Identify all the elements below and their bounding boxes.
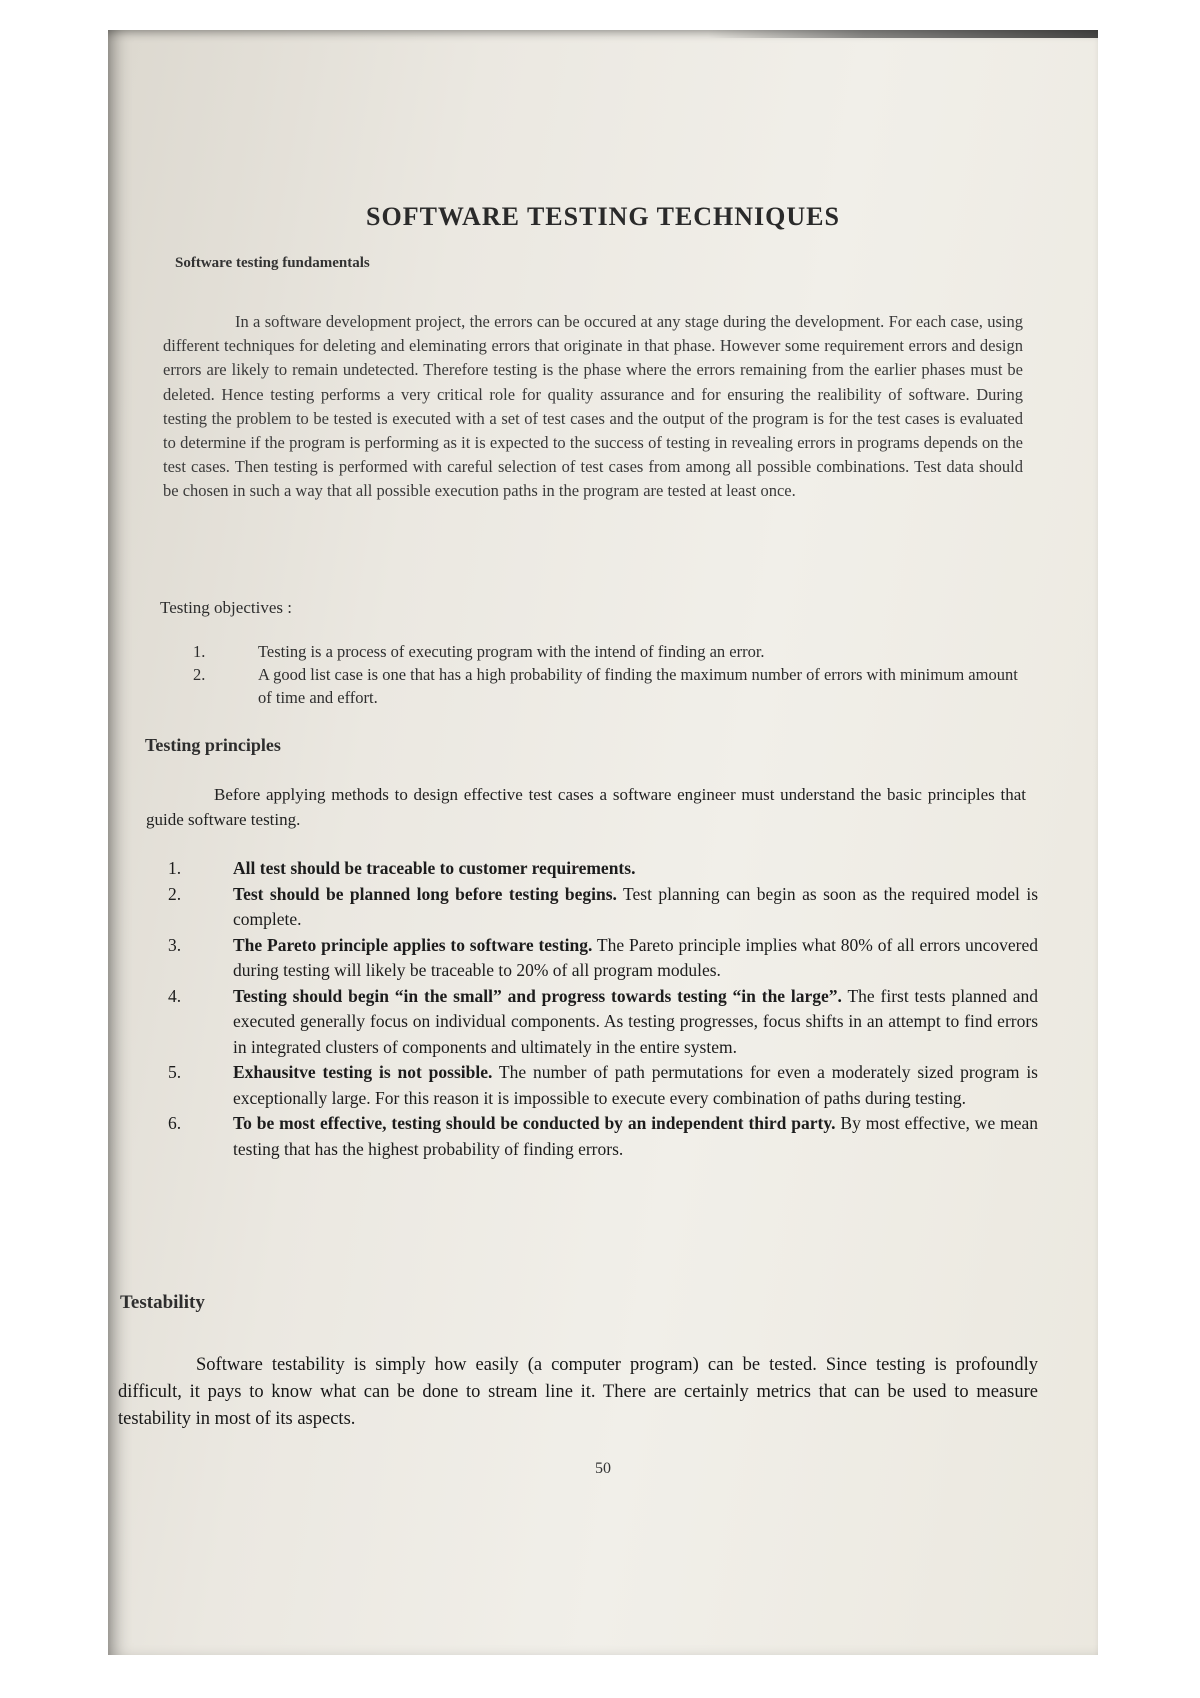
list-item-text: The number of path permutations for even a moderately sized program is exceptionally large. For this reason it is impossible to execute every combination of paths during testing. — [233, 1062, 1038, 1108]
principles-list — [138, 856, 1038, 1162]
page-number: 50 — [595, 1460, 611, 1477]
list-item-number: 2. — [168, 883, 182, 904]
objectives-heading: Testing objectives : — [160, 598, 292, 617]
list-item-bold-text: All test should be traceable to customer requirements. — [233, 858, 636, 878]
testability-heading: Testability — [120, 1292, 205, 1313]
list-item-bold-text: Exhausitve testing is not possible. — [233, 1062, 493, 1082]
list-item-bold-text: The Pareto principle applies to software testing. — [233, 934, 593, 955]
list-item-number: 1. — [193, 642, 206, 661]
list-item-text: By most effective, we mean testing that has the highest probability of finding errors. — [233, 1113, 1038, 1159]
list-item-text: Testing is a process of executing program with the intend of finding an error. — [258, 642, 765, 661]
list-item — [138, 984, 1038, 1061]
list-item — [163, 663, 1023, 709]
list-item — [163, 640, 1023, 663]
principles-heading: Testing principles — [145, 735, 281, 755]
list-item-text: Test planning can begin as soon as the required model is complete. — [233, 883, 1039, 929]
list-item-number: 6. — [168, 1113, 182, 1133]
objectives-list — [163, 640, 1023, 709]
list-item-text: A good list case is one that has a high probability of finding the maximum number of errors with minimum amount of time and effort. — [258, 665, 1018, 707]
list-item-bold-text: Test should be planned long before testing begins. — [233, 883, 617, 904]
list-item-bold-text: To be most effective, testing should be conducted by an independent third party. — [233, 1113, 836, 1133]
list-item-bold-text: Testing should begin “in the small” and progress towards testing “in the large”. — [233, 985, 842, 1006]
list-item-number: 3. — [168, 934, 182, 955]
list-item-number: 2. — [193, 665, 206, 684]
list-item-number: 5. — [168, 1062, 182, 1082]
list-item — [138, 933, 1038, 984]
list-item-number: 1. — [168, 858, 182, 878]
list-item-number: 4. — [168, 985, 182, 1006]
section-heading-fundamentals: Software testing fundamentals — [175, 255, 370, 271]
list-item — [138, 856, 1038, 882]
fundamentals-paragraph: In a software development project, the errors can be occured at any stage during the development. For each case, using different techniques for deleting and eleminating errors that originate in that phase. However some requirement errors and design errors are likely to remain undetected. Therefore testing is the phase where the errors remaining from the earlier phases must be deleted. Hence testing performs a very critical role for quality assurance and for ensuring the realibility of software. During testing the problem to be tested is executed with a set of test cases and the output of the program is for the test cases is evaluated to determine if the program is performing as it is expected to the success of testing in revealing errors in programs depends on the test cases. Then testing is performed with careful selection of test cases from among all possible combinations. Test data should be chosen in such a way that all possible execution paths in the program are tested at least once. — [163, 312, 1023, 501]
list-item-text: The first tests planned and executed generally focus on individual components. As testing progresses, focus shifts in an attempt to find errors in integrated clusters of components and ultimately in the entire system. — [233, 985, 1038, 1057]
page-title: SOFTWARE TESTING TECHNIQUES — [366, 202, 840, 231]
list-item — [138, 1060, 1038, 1111]
scan-background — [0, 0, 108, 1698]
book-page — [108, 30, 1098, 1655]
list-item — [138, 1111, 1038, 1162]
page-top-edge — [708, 30, 1098, 38]
testability-paragraph: Software testability is simply how easily (a computer program) can be tested. Since testing is profoundly difficult, it pays to know what can be done to stream line it. There are certainly metrics that can be used to measure testability in most of its aspects. — [118, 1355, 1038, 1429]
principles-intro-paragraph: Before applying methods to design effective test cases a software engineer must understand the basic principles that guide software testing. — [146, 785, 1026, 829]
list-item — [138, 882, 1038, 933]
list-item-text: The Pareto principle implies what 80% of all errors uncovered during testing will likely be traceable to 20% of all program modules. — [233, 934, 1038, 980]
